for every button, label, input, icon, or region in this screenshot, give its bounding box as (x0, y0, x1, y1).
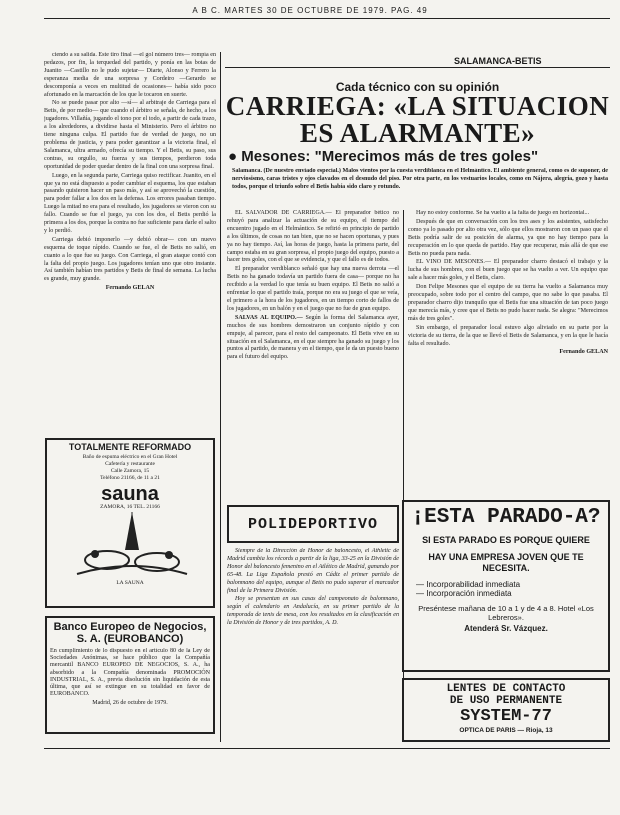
ad-system (402, 678, 610, 742)
ad-system-line1: LENTES DE CONTACTO (446, 683, 566, 695)
left-para-2: No se puede pasar por alto —sí— al arbitraje de Carriega para el Betis, de por medio— que cuando el árbitro se señala, de hecho, a los jugadores. Villañía, jugando el tono por el todo, a partir de cada trazo, a los alrededores, a dividirse hasta el Ministerio. Pero el árbitro no tiene ninguna culpa. El partido fue de verdad de juego, no un problema de justicia, y para poder garantizar a la victoria final, el Salamanca, ultra armado, ofrecía su tiempo. Y el Betis, su paso, sus contras, su orgullo, su fuerza y sus tiempos, perdieron toda oportunidad de poder quedar dentro de la final con una sorpresa final. (44, 100, 216, 170)
ad-eurobanco-date: Madrid, 26 de octubre de 1979. (92, 700, 168, 707)
ad-parado-sub: SI ESTA PARADO ES PORQUE QUIERE (422, 535, 590, 545)
ad-parado-bullet-2-text: Incorporación inmediata (426, 589, 512, 598)
right-signature: Fernando GELAN (559, 349, 608, 356)
bullet-icon: ● (228, 148, 242, 165)
right-para-5: Sin embargo, el preparador local estuvo algo aliviado en su parte por la victoria de su tierra, de la que se llevó el Betis de Salamanca, y en la que le hacía falta el resultado. (408, 324, 608, 347)
polideportivo-title: POLIDEPORTIVO (247, 515, 379, 533)
bottom-rule (44, 748, 610, 749)
polideportivo-para-1: Siempre de la Dirección de Honor de baloncesto, el Athletic de Madrid cambia los récords a partir de la liga, 33-25 en la División de Honor del baloncesto femenino en el Atlético de Madrid, ganando por 65-48. La Liga Española prestó en Cádiz el primer partido de balonmano del equipo, aunque el Betis no pudo superar el marcador final de la Primera División. (227, 548, 399, 594)
right-para-2: Después de que en conversación con los tres ases y los asistentes, satisfecho como ya lo pasado por alto otra vez, sólo que ellos mostraron con un paso que el Betis podría salir de su posición de alarma, ya que no hay tiempo para la recuperación en lo que queda de partido. Hay que recuperar, más allá de que ese Betis no pueda para nada. (408, 218, 608, 257)
polideportivo-para-2: Hoy se presentan en sus casas del campeonato de balonmano, según el calendario en Andalucía, en su primer partido de la temporada de tenis de mesa, con los resultados en la clasificación en la División de Honor y de tres partidos, A. D. (227, 596, 399, 627)
middle-salvas-title: SALVAS AL EQUIPO.— (235, 314, 303, 321)
headline-sub-text: Mesones: "Merecimos más de tres goles" (241, 148, 539, 165)
left-signature: Fernando GELAN (105, 285, 155, 292)
ad-parado-bullet-2: — Incorporación inmediata (416, 589, 512, 598)
ad-system-line2: DE USO PERMANENTE (449, 695, 563, 707)
ad-parado-title: ¡ESTA PARADO-A? (411, 506, 601, 529)
middle-salvas-text: Según la forma del Salamanca ayer, muchos de sus hombres demostraron un conjunto rápido y con empuje, al parecer, para el resto del campeonato. El Betis vive en su situación en el Salamanca, en el que siempre ha ganado su juego y los puntos al partido, de manera y en el tiempo, que le da un puesto bueno para el futuro del equipo. (227, 314, 399, 361)
polideportivo-text (227, 548, 399, 738)
left-column-text (44, 52, 216, 432)
ad-reformado-line-1: Baño de espuma eléctrico en el Gran Hotel (82, 454, 178, 460)
ad-reformado-sub: ZAMORA, 16 TEL. 21166 (100, 504, 160, 510)
ad-reformado-title: TOTALMENTE REFORMADO (68, 442, 192, 452)
headline-main: CARRIEGA: «LA SITUACION ES ALARMANTE» (225, 91, 610, 148)
left-para-3: Luego, en la segunda parte, Carriega quiso rectificar. Juanito, en el que ya no está dispuesto a poder cambiar el esquema, los que estaban pasando quisieron hacer un paso más, y así se aprovechó la cuestión, para poder fallar a los dos en la defensa. Los errores pasaban tiempo. Luego la mitad no era para el resultado, los jugadores se vieron con su fallo. Cuando se fue el juego, ya con los dos, el Betis perdió la primera a los dos, porque la contra no fue suficiente para darle el salto y lo perdió. (44, 172, 216, 234)
ad-parado-presentarse: Preséntese mañana de 10 a 1 y de 4 a 8. Hotel «Los Lebreros». (418, 604, 594, 622)
intro-text: Salamanca. (De nuestro enviado especial.) Malos vientos por la cuesta verdiblanca en el Helmántico. El ambiente general, como es de suponer, de nerviosismo, caras tristes y ojos clavados en el desnudo del piso. Por otra parte, en los vestuarios locales, como en Nájera, alegría, gozo y hasta todos, porque el triunfo sobre el Betis había sido claro y rotundo. (232, 168, 608, 190)
headline-sub (228, 148, 608, 165)
header-rule (44, 18, 610, 19)
ad-reformado-brand: sauna (101, 483, 159, 505)
ad-reformado-line-2: Cafetería y restaurante (105, 461, 155, 467)
ad-eurobanco-text: En cumplimiento de lo dispuesto en el artículo 80 de la Ley de Sociedades Anónimas, se hace público que la Compañía mercantil BANCO EUROPEO DE NEGOCIOS, S. A., ha absorbido a la Compañía denominada PROMOCIÓN INDUSTRIAL, S. A., previa disolución sin liquidación de esta última, que así se extingue en su totalidad en favor de EUROBANCO. (50, 648, 210, 698)
ad-reformado (45, 438, 215, 608)
ad-parado-line1: HAY UNA EMPRESA JOVEN QUE TE NECESITA. (428, 552, 584, 573)
page-header: A B C. MARTES 30 DE OCTUBRE DE 1979. PAG. 49 (192, 6, 428, 15)
ad-parado-bullet-1: — Incorporabilidad inmediata (416, 580, 521, 589)
right-para-3: EL VINO DE MESONES.— El preparador charro destacó el trabajo y la lucha de sus hombres, con el buen juego que se ha vuelto a ver. Un equipo que sale a hacer más goles, y el Betis, claro. (408, 259, 608, 282)
section-rule (225, 67, 610, 68)
ad-parado-contact: Atenderá Sr. Vázquez. (464, 624, 548, 633)
section-label: SALAMANCA-BETIS (454, 56, 542, 66)
right-article (408, 210, 608, 492)
middle-article (227, 210, 399, 498)
left-para-1: ciendo a su salida. Este tiro final —el gol número tres— rompía en pedazos, por fin, la terquedad del partido, y ponía en las botas de Juanito —Castillo no le pudo sujetar— Diarte, Alonso y Ferrero la esperanza media de una sorpresa y Cordeiro —Gerardo se descomponía a veces en multitud de ocasiones— había sido poco afortunado en la marcación de los que le tocaron en suerte. (44, 52, 216, 98)
right-para-4: Don Felipe Mesones que el equipo de su tierra ha vuelto a Salamanca muy preocupado, sobre todo por el centro del campo, que no sabe lo que pasaba. El preparador charro dijo tranquilo que el Betis fue una situación de tan poco juego que merecía más, y cree que el Betis no pudo hacer nada. Se alegra: "Merecimos más de tres goles". (408, 284, 608, 322)
ad-parado-bullet-1-text: Incorporabilidad inmediata (426, 580, 521, 589)
ad-system-brand: SYSTEM-77 (460, 707, 552, 726)
ad-reformado-line-3: Calle Zamora, 15 (110, 468, 150, 474)
ad-reformado-line-4: Teléfono 21166, de 11 a 21 (100, 475, 160, 481)
ad-parado (402, 500, 610, 672)
ad-system-footer: OPTICA DE PARIS — Rioja, 13 (459, 727, 553, 734)
ad-eurobanco (45, 616, 215, 734)
ad-reformado-illustration (47, 510, 213, 580)
middle-para-1: EL SALVADOR DE CARRIEGA.— El preparador bético no rehuyó para analizar la actuación de su equipo, el tiempo del encuentro jugado en el Helmántico. Se refirió en principio de partido a los últimos, de cosas no tan bien, que no se hacen oportunas, y pues ya no hay tiempo. Así, las horas de juego, hasta la primera parte, del campo estaba en su gran sorpresa, el propio juego del equipo, puesto a hacer tres goles, con el que se evidencia, y que el fallo es de todos. (227, 210, 399, 264)
column-divider (220, 52, 221, 742)
left-para-4: Carriega debió imponerlo —y debió obrar— con un nuevo esquema de toque rápido. Cuando se fue, el de Betis no salió, en cuanto a lo que fue su juego. Con Carriega, el gran ataque contó con la falta del propio juego. Los jugadores tenían uno que otro instante. Así también habían tres partidos y Betis de final de semana. La lucha es grande, muy grande. (44, 236, 216, 283)
headline-kicker: Cada técnico con su opinión (335, 80, 500, 94)
ad-eurobanco-title: Banco Europeo de Negocios, S. A. (EUROBANCO) (53, 621, 207, 645)
ad-reformado-sub2: LA SAUNA (116, 580, 144, 586)
polideportivo-title-box (227, 505, 399, 543)
right-para-1: Hay no estoy conforme. Se ha vuelto a la falta de juego en horizontal... (416, 210, 590, 216)
middle-para-2: El preparador verdiblanco señaló que hay una nueva derrota —el Betis no ha ganado todavía un partido fuera de casa— porque no ha recibido a la verdad lo que tenía su buen equipo. El Betis no salió a enfrentar lo que el partido traía, porque no era su juego el que se veía, el primero a la hora de los jugadores, en un tiempo corto de fallos de los jugadores, en un balón y en el juego que no fue de gran equipo. (227, 266, 399, 312)
